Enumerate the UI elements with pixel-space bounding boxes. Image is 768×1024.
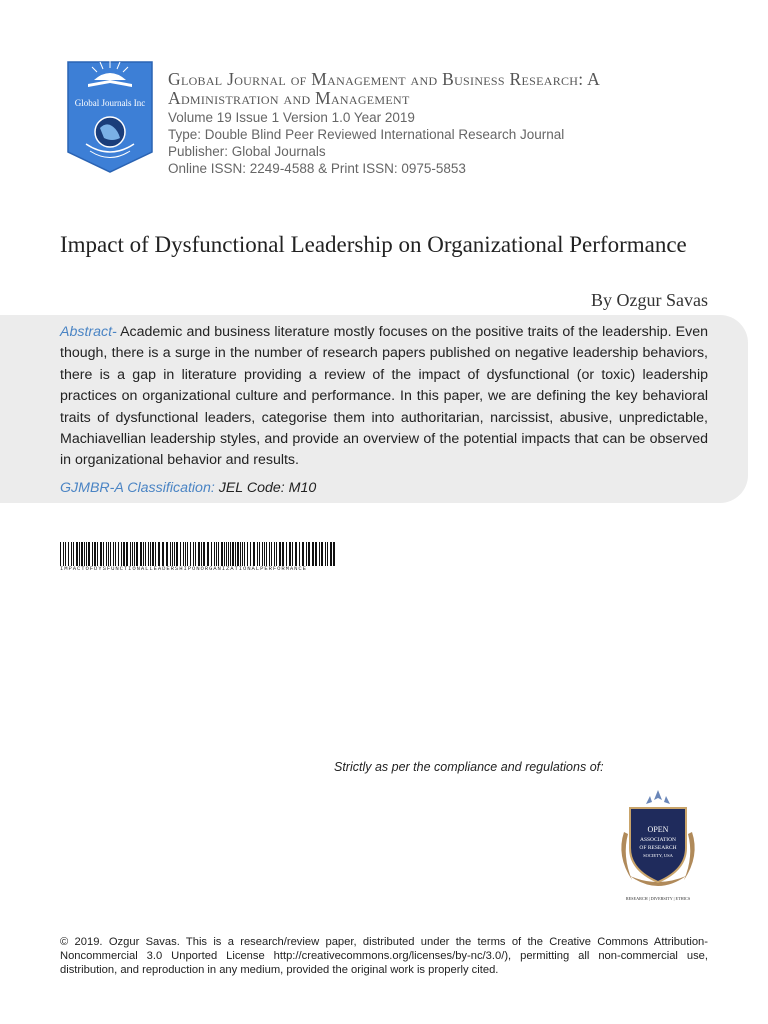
type-line: Type: Double Blind Peer Reviewed International Research Journal [168, 127, 565, 142]
classification-value: JEL Code: M10 [214, 480, 317, 496]
open-association-seal [606, 786, 710, 904]
paper-title: Impact of Dysfunctional Leadership on Organizational Performance [60, 232, 687, 257]
classification-line [60, 480, 316, 496]
seal-line-2: ASSOCIATION [639, 837, 677, 843]
volume-line: Volume 19 Issue 1 Version 1.0 Year 2019 [168, 110, 415, 125]
compliance-text: Strictly as per the compliance and regulations of: [334, 760, 604, 774]
license-footer: © 2019. Ozgur Savas. This is a research/review paper, distributed under the terms of the Creative Commons Attribution-Noncommercial 3.0 Unported License http://creativecommons.org/licenses/by-nc/3.0/), permitting all non-commercial use, distribution, and reproduction in any medium, provided the original work is properly cited. [60, 936, 708, 976]
global-journals-logo [64, 56, 156, 174]
abstract-label: Abstract- [60, 324, 117, 340]
abstract-paragraph [60, 322, 708, 472]
publisher-line: Publisher: Global Journals [168, 144, 326, 159]
seal-line-4: SOCIETY, USA [643, 853, 673, 858]
classification-label: GJMBR-A Classification: [60, 480, 215, 496]
journal-title: Global Journal of Management and Business Research: A Administration and Management [168, 69, 600, 108]
barcode-text: IMPACTOFDYSFUNCTIONALLEADERSHIPONORGANIZATIONALPERFORMANCE [60, 565, 307, 572]
abstract-text: Academic and business literature mostly focuses on the positive traits of the leadership. Even though, there is a surge in the number of research papers published on negative leadership behaviors, there is a gap in literature providing a review of the impact of dysfunctional (or toxic) leadership practices on organizational culture and performance. In this paper, we are defining the key behavioral traits of dysfunctional leaders, categorise them into authoritarian, narcissist, abusive, unpredictable, Machiavellian leadership styles, and provide an overview of the potential impacts that can be observed in organizational behavior and results. [60, 324, 708, 469]
logo-text: Global Journals Inc [74, 98, 146, 108]
seal-motto: RESEARCH | DIVERSITY | ETHICS [625, 896, 691, 901]
seal-line-3: OF RESEARCH [639, 845, 677, 851]
barcode [60, 542, 336, 566]
seal-line-1: OPEN [647, 825, 669, 834]
issn-line: Online ISSN: 2249-4588 & Print ISSN: 0975-5853 [168, 161, 466, 176]
author-byline: By Ozgur Savas [591, 290, 708, 310]
